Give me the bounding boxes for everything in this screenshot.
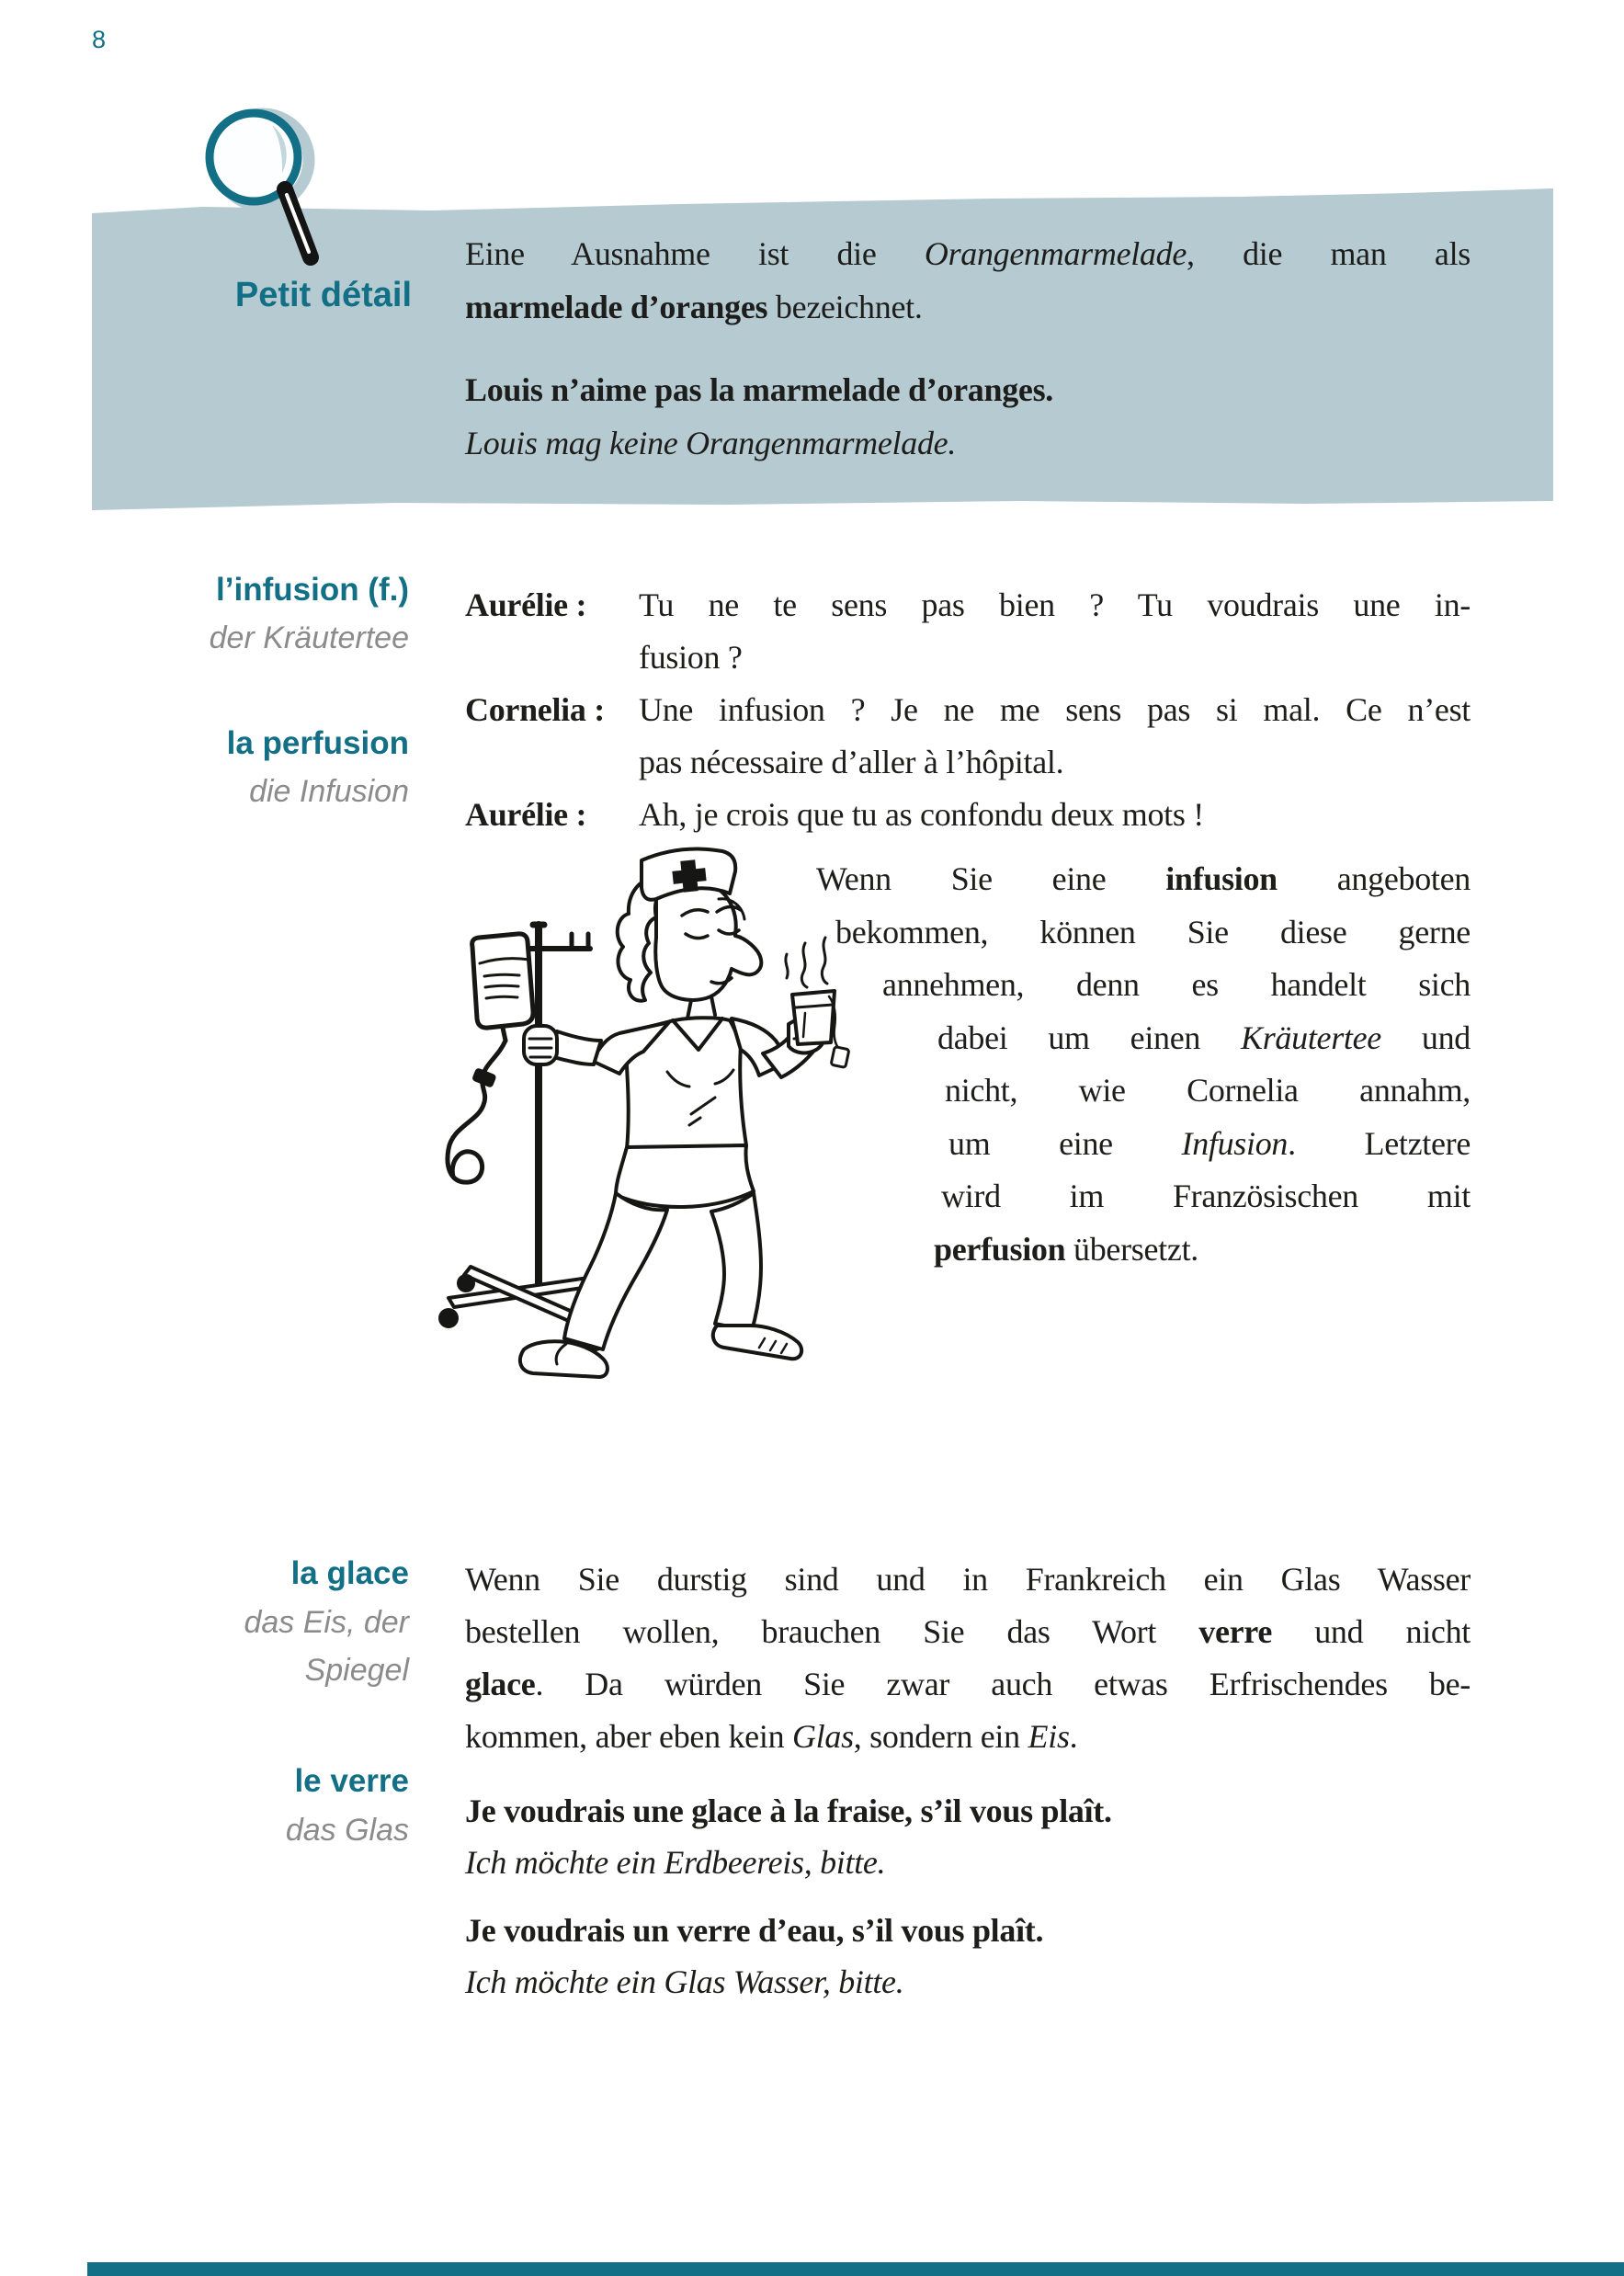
vocab-term-infusion: l’infusion (f.) [216, 572, 409, 608]
vocab-gloss-eis-line2: Spiegel [304, 1653, 409, 1688]
detail-example-german: Louis mag keine Orangenmarmelade. [465, 425, 957, 461]
vocab-term-verre: le verre [294, 1763, 409, 1799]
wrap-paragraph-line: nicht, wie Cornelia annahm, [945, 1072, 1471, 1109]
example-german: Ich möchte ein Glas Wasser, bitte. [465, 1963, 904, 2000]
detail-example-french: Louis n’aime pas la marmelade d’oranges. [465, 371, 1053, 408]
vocab-gloss-kraeutertee: der Kräutertee [209, 620, 409, 655]
wrap-paragraph-line: Wenn Sie eine infusion angeboten [816, 860, 1471, 897]
nurse-figure [520, 849, 824, 1377]
petit-detail-label: Petit détail [234, 276, 412, 314]
dialogue-speaker: Cornelia : [465, 691, 605, 728]
wrap-paragraph-line: annehmen, denn es handelt sich [882, 966, 1471, 1003]
wrap-paragraph-line: um eine Infusion. Letztere [948, 1125, 1471, 1162]
vocab-gloss-eis-line1: das Eis, der [244, 1605, 409, 1640]
wrap-paragraph-line: wird im Französischen mit [941, 1178, 1471, 1214]
paragraph2-line: kommen, aber eben kein Glas, sondern ein Eis. [465, 1718, 1078, 1755]
example-german: Ich möchte ein Erdbeereis, bitte. [465, 1844, 886, 1881]
dialogue-speaker: Aurélie : [465, 796, 587, 833]
vocab-gloss-glas: das Glas [285, 1813, 409, 1848]
dialogue-text: Une infusion ? Je ne me sens pas si mal. Ce n’est [639, 691, 1471, 728]
vocab-term-perfusion: la perfusion [226, 725, 409, 761]
wrap-paragraph-line: dabei um einen Kräutertee und [937, 1019, 1471, 1056]
wrap-paragraph-line: perfusion übersetzt. [934, 1231, 1198, 1268]
dialogue-text: pas nécessaire d’aller à l’hôpital. [639, 744, 1064, 780]
vocab-term-glace: la glace [290, 1555, 409, 1591]
dialogue-speaker: Aurélie : [465, 586, 587, 623]
page-number: 8 [92, 26, 107, 53]
dialogue-text: Tu ne te sens pas bien ? Tu voudrais une in- [639, 586, 1471, 623]
dialogue-text: fusion ? [639, 639, 743, 676]
wrap-paragraph-line: bekommen, können Sie diese gerne [835, 914, 1471, 950]
footer-accent-bar [87, 2262, 1624, 2276]
example-french: Je voudrais un verre d’eau, s’il vous plaît. [465, 1912, 1044, 1949]
detail-text-line: Eine Ausnahme ist die Orangenmarmelade, die man als [465, 235, 1471, 272]
dialogue-text: Ah, je crois que tu as confondu deux mots ! [639, 796, 1204, 833]
paragraph2-line: bestellen wollen, brauchen Sie das Wort verre und nicht [465, 1613, 1471, 1650]
nurse-iv-illustration [395, 846, 910, 1544]
paragraph2-line: glace. Da würden Sie zwar auch etwas Erfrischendes be- [465, 1666, 1471, 1702]
paragraph2-line: Wenn Sie durstig sind und in Frankreich ein Glas Wasser [465, 1561, 1471, 1598]
vocab-gloss-infusion: die Infusion [249, 774, 409, 809]
example-french: Je voudrais une glace à la fraise, s’il vous plaît. [465, 1792, 1112, 1829]
detail-text-line: marmelade d’oranges bezeichnet. [465, 289, 923, 325]
magnifier-icon [191, 97, 320, 272]
